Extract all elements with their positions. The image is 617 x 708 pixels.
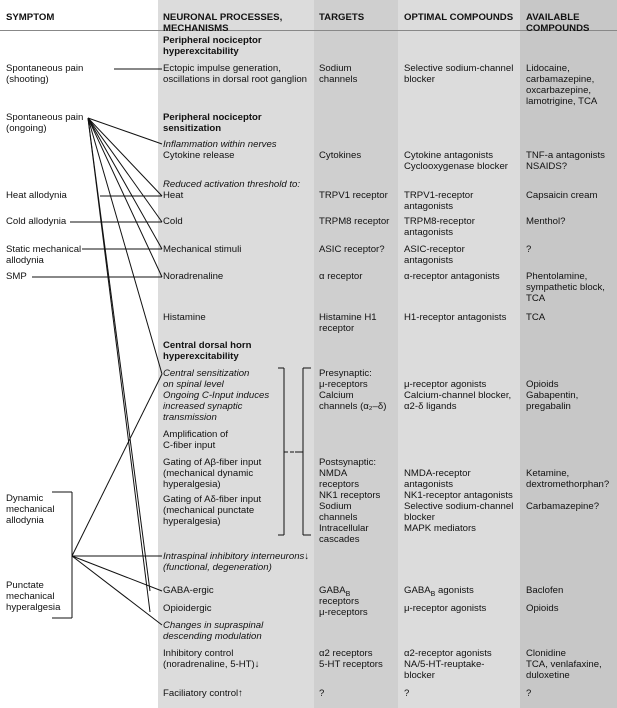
target-sodium-1: Sodium bbox=[319, 63, 352, 74]
target-hist-2: receptor bbox=[319, 323, 355, 334]
available-phen-1: Phentolamine, bbox=[526, 271, 588, 282]
neuronal-cs-4: increased synaptic bbox=[163, 401, 243, 412]
target-gaba-text: GABA bbox=[319, 585, 346, 596]
neuronal-periph-hyper-1: Peripheral nociceptor bbox=[163, 35, 262, 46]
symptom-punct-3: hyperalgesia bbox=[6, 602, 61, 613]
target-a2: α2 receptors bbox=[319, 648, 373, 659]
optimal-a2-3: blocker bbox=[404, 670, 435, 681]
optimal-mu-ag: μ-receptor agonists bbox=[404, 603, 487, 614]
symptom-smp: SMP bbox=[6, 271, 27, 282]
neuronal-intra-1: Intraspinal inhibitory interneurons↓ bbox=[163, 551, 310, 562]
optimal-mu-2: Calcium-channel blocker, bbox=[404, 390, 512, 401]
neuronal-ectopic-2: oscillations in dorsal root ganglion bbox=[163, 74, 307, 85]
neuronal-central-2: hyperexcitability bbox=[163, 351, 239, 362]
symptom-static-2: allodynia bbox=[6, 255, 44, 266]
available-opi-3: pregabalin bbox=[526, 401, 571, 412]
symptom-dyn-3: allodynia bbox=[6, 515, 44, 526]
header-neuronal-1: NEURONAL PROCESSES, bbox=[163, 12, 283, 23]
symptom-sp-ongoing-1: Spontaneous pain bbox=[6, 112, 84, 123]
target-trpm8: TRPM8 receptor bbox=[319, 216, 390, 227]
target-pre-3: Calcium bbox=[319, 390, 354, 401]
symptom-static-1: Static mechanical bbox=[6, 244, 82, 255]
optimal-sodium-1: Selective sodium-channel bbox=[404, 63, 514, 74]
optimal-trpv1-1: TRPV1-receptor bbox=[404, 190, 474, 201]
available-tnf-2: NSAIDS? bbox=[526, 161, 568, 172]
available-q2: ? bbox=[526, 688, 532, 699]
neuronal-ad-2: (mechanical punctate bbox=[163, 505, 255, 516]
symptom-cold: Cold allodynia bbox=[6, 216, 67, 227]
available-clon-3: duloxetine bbox=[526, 670, 570, 681]
neuronal-inhib-1: Inhibitory control bbox=[163, 648, 234, 659]
optimal-asic-1: ASIC-receptor bbox=[404, 244, 465, 255]
optimal-cyt-2: Cyclooxygenase blocker bbox=[404, 161, 508, 172]
neuronal-cs-5: transmission bbox=[163, 412, 217, 423]
target-post-6: channels bbox=[319, 512, 358, 523]
available-opi-2: Gabapentin, bbox=[526, 390, 579, 401]
available-ket-1: Ketamine, bbox=[526, 468, 570, 479]
target-hist-1: Histamine H1 bbox=[319, 312, 377, 323]
target-gaba-sub: B bbox=[345, 590, 351, 598]
optimal-trpm8-1: TRPM8-receptor bbox=[404, 216, 475, 227]
target-mu: μ-receptors bbox=[319, 607, 368, 618]
available-opi-1: Opioids bbox=[526, 379, 559, 390]
available-tca: TCA bbox=[526, 312, 546, 323]
optimal-cyt-1: Cytokine antagonists bbox=[404, 150, 494, 161]
target-pre-1: Presynaptic: bbox=[319, 368, 372, 379]
header-optimal: OPTIMAL COMPOUNDS bbox=[404, 12, 514, 23]
optimal-sodium-2: blocker bbox=[404, 74, 435, 85]
neuronal-central-1: Central dorsal horn bbox=[163, 340, 252, 351]
neuronal-intra-2: (functional, degeneration) bbox=[163, 562, 272, 573]
header-neuronal-2: MECHANISMS bbox=[163, 23, 229, 34]
symptom-punct-1: Punctate bbox=[6, 580, 44, 591]
neuronal-facil: Faciliatory control↑ bbox=[163, 688, 243, 699]
target-sodium-2: channels bbox=[319, 74, 358, 85]
available-lido-1: Lidocaine, bbox=[526, 63, 570, 74]
optimal-mu-1: μ-receptor agonists bbox=[404, 379, 487, 390]
neuronal-ectopic-1: Ectopic impulse generation, bbox=[163, 63, 281, 74]
target-post-3: receptors bbox=[319, 479, 359, 490]
neuronal-cs-1: Central sensitization bbox=[163, 368, 250, 379]
symptom-punct-2: mechanical bbox=[6, 591, 55, 602]
neuronal-cs-3: Ongoing C-Input induces bbox=[163, 390, 270, 401]
neuronal-changes-2: descending modulation bbox=[163, 631, 262, 642]
neuronal-nor: Noradrenaline bbox=[163, 271, 224, 282]
optimal-nmda-1: NMDA-receptor bbox=[404, 468, 471, 479]
target-pre-2: μ-receptors bbox=[319, 379, 368, 390]
target-q: ? bbox=[319, 688, 325, 699]
optimal-gaba-agonists: agonists bbox=[435, 585, 474, 596]
available-tnf-1: TNF-a antagonists bbox=[526, 150, 605, 161]
available-ket-2: dextromethorphan? bbox=[526, 479, 610, 490]
symptom-sp-shooting-1: Spontaneous pain bbox=[6, 63, 84, 74]
available-lido-3: oxcarbazepine, bbox=[526, 85, 592, 96]
header-symptom: SYMPTOM bbox=[6, 12, 55, 23]
available-clon-1: Clonidine bbox=[526, 648, 567, 659]
target-ht: 5-HT receptors bbox=[319, 659, 383, 670]
neuronal-cs-2: on spinal level bbox=[163, 379, 224, 390]
optimal-nmda-2: antagonists bbox=[404, 479, 454, 490]
neuronal-ad-3: hyperalgesia) bbox=[163, 516, 221, 527]
target-post-2: NMDA bbox=[319, 468, 348, 479]
target-post-1: Postsynaptic: bbox=[319, 457, 377, 468]
optimal-gaba-sub: B bbox=[430, 590, 436, 598]
optimal-alpha: α-receptor antagonists bbox=[404, 271, 500, 282]
optimal-nmda-6: MAPK mediators bbox=[404, 523, 476, 534]
header-targets: TARGETS bbox=[319, 12, 365, 23]
optimal-q: ? bbox=[404, 688, 410, 699]
symptom-sp-shooting-2: (shooting) bbox=[6, 74, 49, 85]
symptom-dyn-2: mechanical bbox=[6, 504, 55, 515]
neuronal-periph-hyper-2: hyperexcitability bbox=[163, 46, 239, 57]
optimal-mu-3: α2-δ ligands bbox=[404, 401, 457, 412]
neuronal-inhib-2: (noradrenaline, 5-HT)↓ bbox=[163, 659, 260, 670]
target-trpv1: TRPV1 receptor bbox=[319, 190, 388, 201]
optimal-trpv1-2: antagonists bbox=[404, 201, 454, 212]
available-opioids: Opioids bbox=[526, 603, 559, 614]
target-cytokines: Cytokines bbox=[319, 150, 362, 161]
optimal-a2-1: α2-receptor agonists bbox=[404, 648, 492, 659]
neuronal-changes-1: Changes in supraspinal bbox=[163, 620, 264, 631]
optimal-gaba-text: GABA bbox=[404, 585, 431, 596]
neuronal-gaba: GABA-ergic bbox=[163, 585, 214, 596]
neuronal-mech: Mechanical stimuli bbox=[163, 244, 242, 255]
neuronal-ab-2: (mechanical dynamic bbox=[163, 468, 254, 479]
available-lido-2: carbamazepine, bbox=[526, 74, 595, 85]
target-gaba-2: receptors bbox=[319, 596, 359, 607]
available-menthol: Menthol? bbox=[526, 216, 566, 227]
neuronal-periph-sens-2: sensitization bbox=[163, 123, 222, 134]
header-available-1: AVAILABLE bbox=[526, 12, 580, 23]
neuronal-amp-2: C-fiber input bbox=[163, 440, 216, 451]
optimal-nmda-5: blocker bbox=[404, 512, 435, 523]
available-baclofen: Baclofen bbox=[526, 585, 564, 596]
symptom-heat: Heat allodynia bbox=[6, 190, 67, 201]
neuronal-opioid: Opioidergic bbox=[163, 603, 212, 614]
optimal-a2-2: NA/5-HT-reuptake- bbox=[404, 659, 485, 670]
optimal-nmda-3: NK1-receptor antagonists bbox=[404, 490, 513, 501]
neuronal-cytokine: Cytokine release bbox=[163, 150, 235, 161]
available-phen-2: sympathetic block, bbox=[526, 282, 605, 293]
available-lido-4: lamotrigine, TCA bbox=[526, 96, 598, 107]
neuronal-reduced: Reduced activation threshold to: bbox=[163, 179, 301, 190]
header-available-2: COMPOUNDS bbox=[526, 23, 590, 34]
available-carb: Carbamazepine? bbox=[526, 501, 600, 512]
optimal-trpm8-2: antagonists bbox=[404, 227, 454, 238]
optimal-h1: H1-receptor antagonists bbox=[404, 312, 507, 323]
optimal-asic-2: antagonists bbox=[404, 255, 454, 266]
optimal-nmda-4: Selective sodium-channel bbox=[404, 501, 514, 512]
target-post-8: cascades bbox=[319, 534, 360, 545]
available-caps: Capsaicin cream bbox=[526, 190, 598, 201]
optimal-gaba bbox=[404, 585, 474, 600]
target-asic: ASIC receptor? bbox=[319, 244, 385, 255]
target-post-4: NK1 receptors bbox=[319, 490, 381, 501]
target-post-5: Sodium bbox=[319, 501, 352, 512]
available-clon-2: TCA, venlafaxine, bbox=[526, 659, 602, 670]
neuronal-ab-3: hyperalgesia) bbox=[163, 479, 221, 490]
neuronal-inflam: Inflammation within nerves bbox=[163, 139, 277, 150]
neuronal-ad-1: Gating of Aδ-fiber input bbox=[163, 494, 262, 505]
neuronal-cold: Cold bbox=[163, 216, 183, 227]
target-pre-4: channels (α₂–δ) bbox=[319, 401, 387, 412]
neuronal-heat: Heat bbox=[163, 190, 184, 201]
neuronal-hist: Histamine bbox=[163, 312, 206, 323]
neuronal-ab-1: Gating of Aβ-fiber input bbox=[163, 457, 262, 468]
available-q1: ? bbox=[526, 244, 532, 255]
neuronal-amp-1: Amplification of bbox=[163, 429, 229, 440]
target-post-7: Intracellular bbox=[319, 523, 369, 534]
available-phen-3: TCA bbox=[526, 293, 546, 304]
symptom-dyn-1: Dynamic bbox=[6, 493, 44, 504]
neuronal-periph-sens-1: Peripheral nociceptor bbox=[163, 112, 262, 123]
target-alpha: α receptor bbox=[319, 271, 363, 282]
symptom-sp-ongoing-2: (ongoing) bbox=[6, 123, 47, 134]
